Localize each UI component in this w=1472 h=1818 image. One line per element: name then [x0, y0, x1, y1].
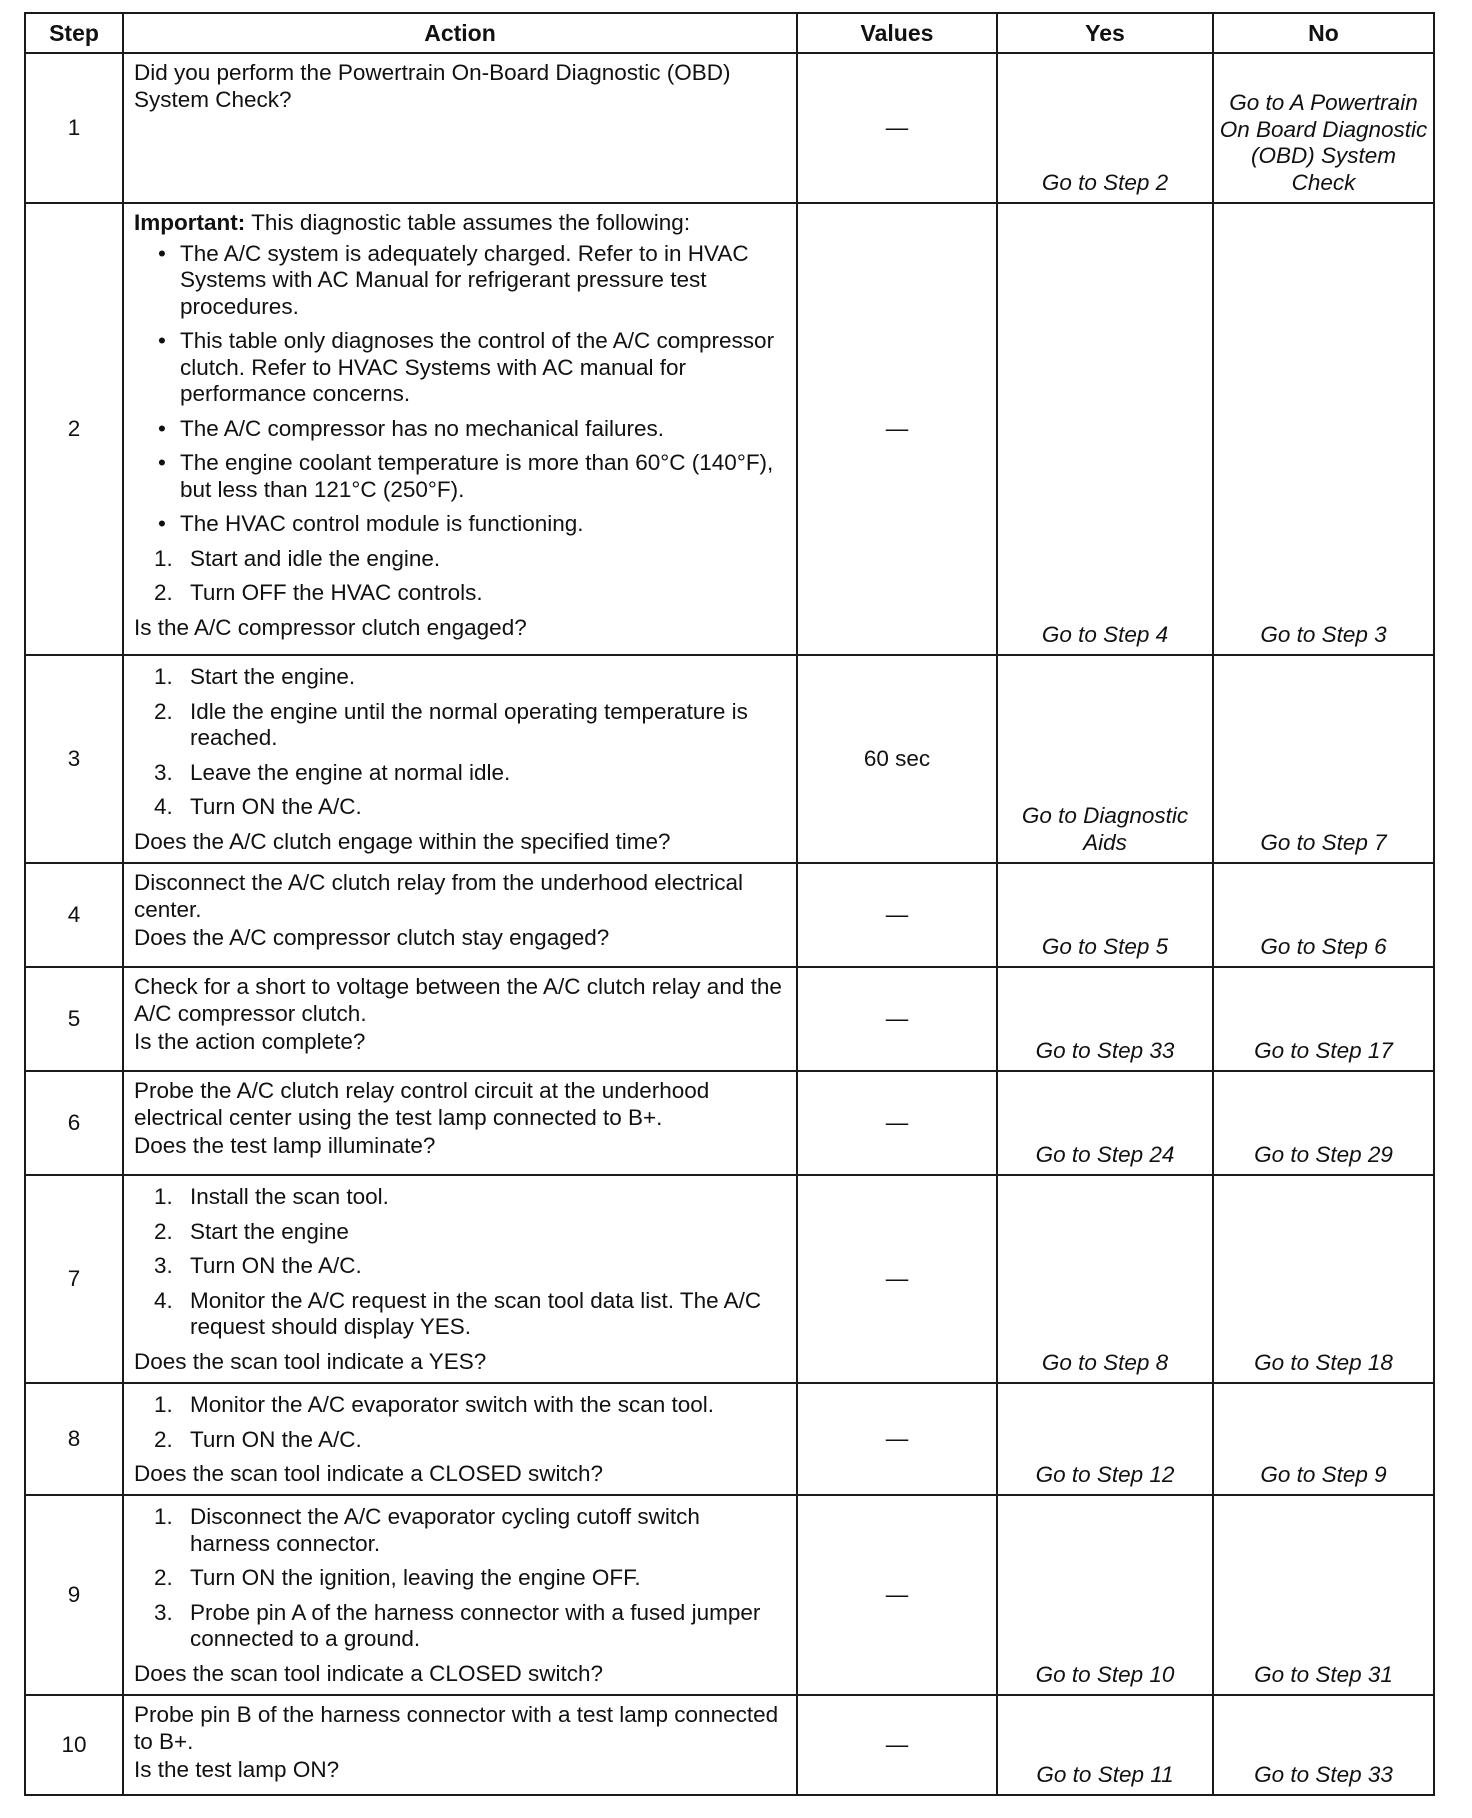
- action-text: Did you perform the Powertrain On-Board Diagnostic (OBD) System Check?: [134, 60, 731, 112]
- values-cell: —: [797, 203, 997, 655]
- important-note: [134, 210, 786, 237]
- list-item-text: Install the scan tool.: [190, 1184, 389, 1209]
- action-cell: [123, 863, 797, 967]
- step-number: 1: [25, 53, 123, 203]
- list-item: • This table only diagnoses the control of the A/C compressor clutch. Refer to HVAC Systems with AC manual for performance concerns.: [134, 328, 786, 408]
- table-row: [25, 1175, 1434, 1383]
- action-cell: [123, 53, 797, 203]
- list-item-text: Start the engine: [190, 1218, 349, 1244]
- action-question: Does the scan tool indicate a CLOSED switch?: [134, 1461, 603, 1486]
- assumption-list: [134, 241, 786, 538]
- header-row: [25, 13, 1434, 53]
- yes-cell: Go to Step 2: [997, 53, 1213, 203]
- no-cell: Go to Step 7: [1213, 655, 1434, 863]
- yes-cell: Go to Diagnostic Aids: [997, 655, 1213, 863]
- table-row: [25, 1383, 1434, 1495]
- values-cell: —: [797, 1383, 997, 1495]
- list-item-text: Monitor the A/C request in the scan tool data list. The A/C request should display YES.: [190, 1287, 762, 1339]
- yes-cell: Go to Step 24: [997, 1071, 1213, 1175]
- table-row: [25, 967, 1434, 1071]
- list-item-text: Disconnect the A/C evaporator cycling cutoff switch harness connector.: [190, 1504, 700, 1556]
- action-question: Does the A/C clutch engage within the specified time?: [134, 828, 671, 854]
- list-item: 2. Start the engine: [154, 1218, 349, 1244]
- table-row: [25, 1495, 1434, 1695]
- list-item-text: Turn ON the A/C.: [190, 1253, 362, 1278]
- action-text: Disconnect the A/C clutch relay from the underhood electrical center.: [134, 870, 744, 922]
- yes-cell: Go to Step 33: [997, 967, 1213, 1071]
- list-item: • The A/C system is adequately charged. Refer to in HVAC Systems with AC Manual for refrigerant pressure test procedures.: [134, 241, 786, 321]
- step-number: 5: [25, 967, 123, 1071]
- procedure-list: [134, 1504, 786, 1653]
- step-number: 9: [25, 1495, 123, 1695]
- action-cell: [123, 203, 797, 655]
- list-item: 1. Install the scan tool.: [154, 1184, 389, 1209]
- header-values: Values: [797, 13, 997, 53]
- header-yes: Yes: [997, 13, 1213, 53]
- values-cell: —: [797, 863, 997, 967]
- list-item: 1. Start and idle the engine.: [154, 545, 441, 571]
- table-row: [25, 1071, 1434, 1175]
- list-item: 1. Disconnect the A/C evaporator cycling cutoff switch harness connector.: [154, 1504, 700, 1556]
- action-text: Probe the A/C clutch relay control circuit at the underhood electrical center using the test lamp connected to B+.: [134, 1078, 710, 1130]
- procedure-list: [134, 664, 786, 821]
- yes-cell: Go to Step 11: [997, 1695, 1213, 1795]
- action-question: Does the A/C compressor clutch stay engaged?: [134, 925, 610, 950]
- list-item: 3. Probe pin A of the harness connector with a fused jumper connected to a ground.: [154, 1599, 761, 1651]
- values-cell: —: [797, 967, 997, 1071]
- list-item: 2. Turn OFF the HVAC controls.: [154, 580, 483, 605]
- no-cell: Go to Step 17: [1213, 967, 1434, 1071]
- no-cell: Go to Step 33: [1213, 1695, 1434, 1795]
- action-question: Is the action complete?: [134, 1029, 366, 1054]
- list-item: 2. Turn ON the A/C.: [154, 1426, 362, 1452]
- no-prefix: Go to: [1229, 90, 1290, 115]
- action-cell: [123, 1071, 797, 1175]
- important-text: This diagnostic table assumes the following:: [245, 210, 691, 235]
- action-question: Is the test lamp ON?: [134, 1757, 340, 1782]
- values-cell: 60 sec: [797, 655, 997, 863]
- list-item-text: Turn ON the A/C.: [190, 794, 362, 819]
- list-item-text: Probe pin A of the harness connector with a fused jumper connected to a ground.: [190, 1599, 761, 1651]
- table-row: [25, 53, 1434, 203]
- action-cell: [123, 967, 797, 1071]
- list-item-text: Turn ON the A/C.: [190, 1426, 362, 1452]
- no-cell: Go to Step 3: [1213, 203, 1434, 655]
- values-cell: —: [797, 1175, 997, 1383]
- list-item: 1. Monitor the A/C evaporator switch with the scan tool.: [154, 1392, 715, 1417]
- action-cell: [123, 1175, 797, 1383]
- diagnostic-table: [24, 12, 1435, 1796]
- list-item: 2. Idle the engine until the normal operating temperature is reached.: [154, 698, 748, 750]
- action-cell: [123, 1383, 797, 1495]
- yes-cell: Go to Step 8: [997, 1175, 1213, 1383]
- header-no: No: [1213, 13, 1434, 53]
- action-cell: [123, 655, 797, 863]
- yes-cell: Go to Step 5: [997, 863, 1213, 967]
- no-cell: [1213, 53, 1434, 203]
- values-cell: —: [797, 53, 997, 203]
- step-number: 6: [25, 1071, 123, 1175]
- list-item-text: Monitor the A/C evaporator switch with the scan tool.: [190, 1392, 715, 1417]
- list-item: 3. Turn ON the A/C.: [154, 1253, 362, 1278]
- action-cell: [123, 1695, 797, 1795]
- values-cell: —: [797, 1071, 997, 1175]
- list-item: 2. Turn ON the ignition, leaving the engine OFF.: [154, 1565, 641, 1590]
- action-cell: [123, 1495, 797, 1695]
- step-number: 4: [25, 863, 123, 967]
- step-number: 3: [25, 655, 123, 863]
- list-item-text: Start the engine.: [190, 664, 356, 689]
- header-action: Action: [123, 13, 797, 53]
- values-cell: —: [797, 1695, 997, 1795]
- yes-cell: Go to Step 4: [997, 203, 1213, 655]
- list-item-text: Turn ON the ignition, leaving the engine OFF.: [190, 1565, 641, 1590]
- table-row: [25, 655, 1434, 863]
- list-item: 1. Start the engine.: [154, 664, 356, 689]
- table-row: [25, 863, 1434, 967]
- header-step: Step: [25, 13, 123, 53]
- step-number: 7: [25, 1175, 123, 1383]
- action-text: Check for a short to voltage between the A/C clutch relay and the A/C compressor clutch.: [134, 974, 782, 1026]
- values-cell: —: [797, 1495, 997, 1695]
- list-item-text: Turn OFF the HVAC controls.: [190, 580, 483, 605]
- list-item: 4. Monitor the A/C request in the scan tool data list. The A/C request should display YES.: [154, 1287, 762, 1339]
- no-cell: Go to Step 6: [1213, 863, 1434, 967]
- step-number: 2: [25, 203, 123, 655]
- no-cell: Go to Step 9: [1213, 1383, 1434, 1495]
- important-label: Important:: [134, 210, 246, 235]
- no-link-text: A Powertrain On Board Diagnostic (OBD) System Check: [1219, 90, 1428, 195]
- action-question: Does the scan tool indicate a YES?: [134, 1348, 487, 1374]
- yes-cell: Go to Step 10: [997, 1495, 1213, 1695]
- list-item: • The engine coolant temperature is more than 60°C (140°F), but less than 121°C (250°F).: [134, 450, 786, 503]
- no-cell: Go to Step 31: [1213, 1495, 1434, 1695]
- list-item: 3. Leave the engine at normal idle.: [154, 759, 511, 785]
- list-item-text: Start and idle the engine.: [190, 545, 441, 571]
- no-cell: Go to Step 29: [1213, 1071, 1434, 1175]
- table-row: [25, 1695, 1434, 1795]
- list-item-text: Leave the engine at normal idle.: [190, 759, 511, 785]
- procedure-list: [134, 1392, 786, 1453]
- action-question: Does the test lamp illuminate?: [134, 1133, 436, 1158]
- step-number: 10: [25, 1695, 123, 1795]
- action-question: Is the A/C compressor clutch engaged?: [134, 614, 527, 640]
- table-row: [25, 203, 1434, 655]
- list-item-text: Idle the engine until the normal operating temperature is reached.: [190, 698, 748, 750]
- no-cell: Go to Step 18: [1213, 1175, 1434, 1383]
- action-question: Does the scan tool indicate a CLOSED switch?: [134, 1660, 603, 1686]
- procedure-list: [134, 1184, 786, 1341]
- action-text: Probe pin B of the harness connector with a test lamp connected to B+.: [134, 1702, 779, 1754]
- list-item: • The HVAC control module is functioning.: [134, 511, 786, 538]
- list-item: • The A/C compressor has no mechanical failures.: [134, 416, 786, 443]
- list-item: 4. Turn ON the A/C.: [154, 794, 362, 819]
- procedure-list: [134, 546, 786, 607]
- step-number: 8: [25, 1383, 123, 1495]
- yes-cell: Go to Step 12: [997, 1383, 1213, 1495]
